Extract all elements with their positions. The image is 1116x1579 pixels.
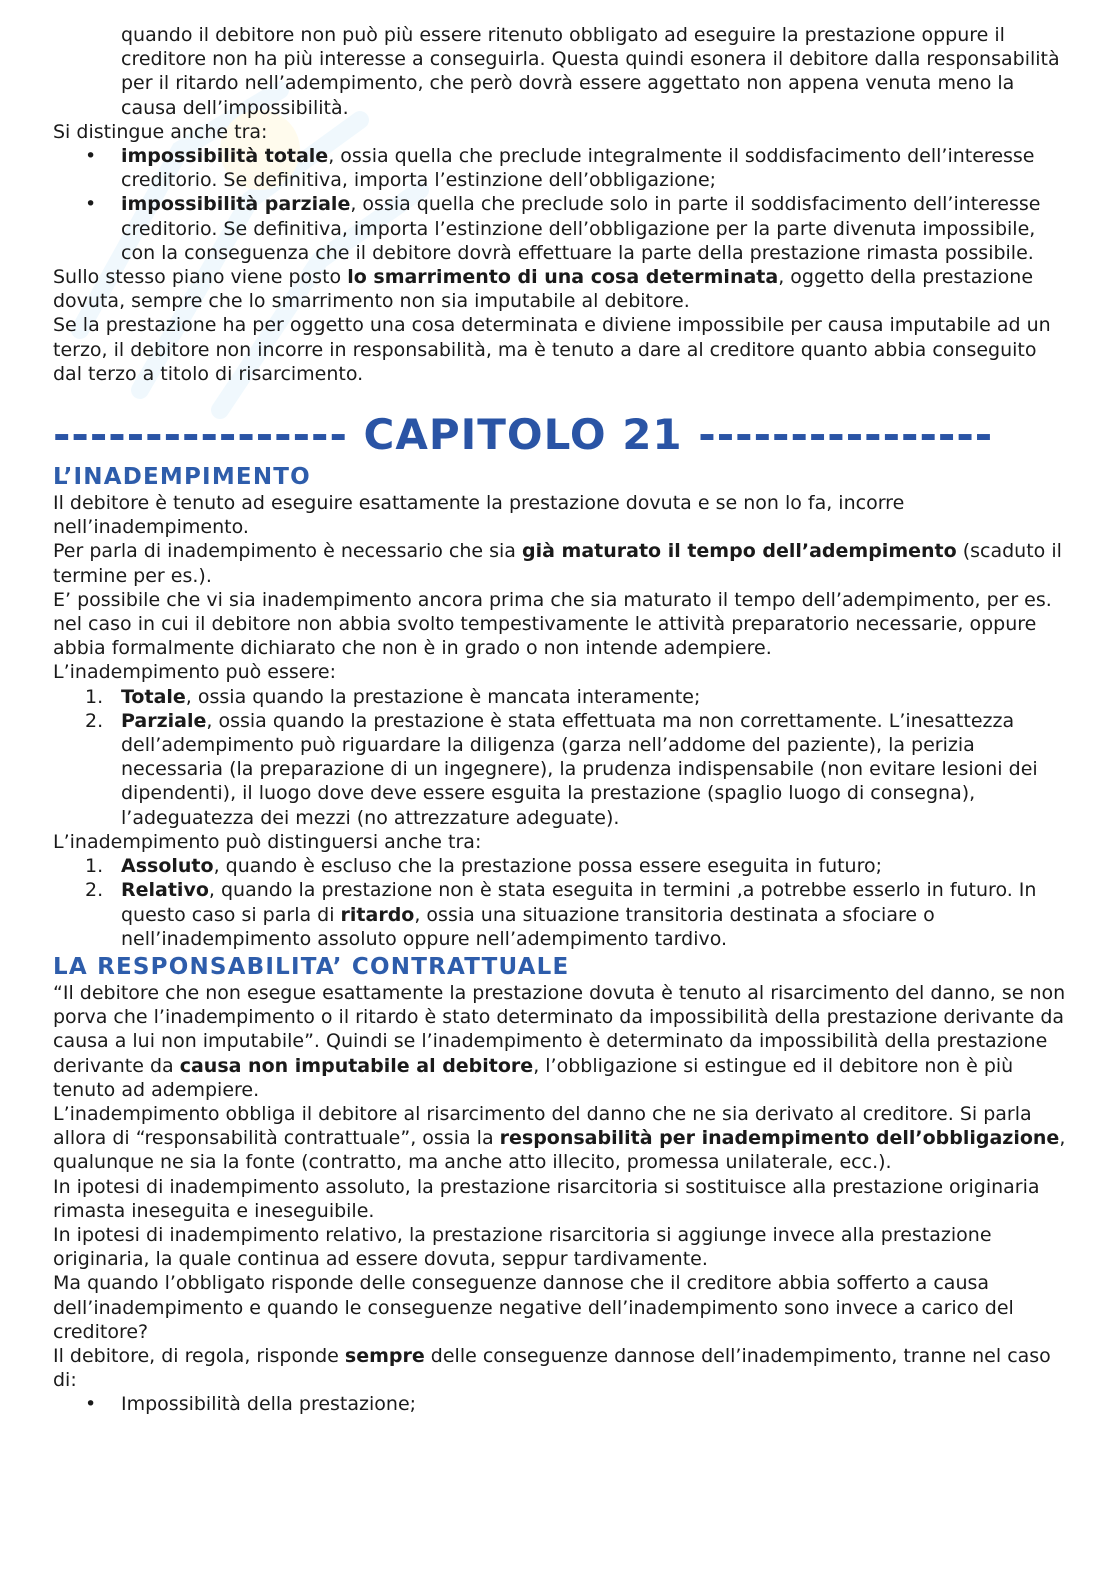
numbered-list-tipi — [53, 685, 1071, 830]
text: Il debitore, di regola, risponde — [53, 1344, 345, 1367]
list-item — [53, 878, 1071, 951]
text: Per parla di inadempimento è necessario che sia — [53, 540, 522, 563]
item-text: , ossia quando la prestazione è mancata interamente; — [185, 685, 701, 708]
paragraph — [53, 1102, 1071, 1175]
bullet-icon: • — [85, 1393, 97, 1416]
list-item — [53, 144, 1071, 192]
term: Totale — [121, 685, 186, 708]
term: responsabilità per inadempimento dell’obbligazione — [499, 1127, 1060, 1150]
term: causa non imputabile al debitore — [179, 1054, 534, 1077]
bullet-icon: • — [85, 193, 97, 216]
term: Assoluto — [121, 855, 214, 878]
numbered-list-distinzione — [53, 854, 1071, 951]
item-text: , ossia quella che preclude solo in parte il soddisfacimento dell’interesse creditorio. Se definitiva, importa l’estinzione dell’obbligazione per la parte divenuta impossibile, con la conseguenza che il debitore dovrà effettuare la parte della prestazione rimasta possibile. — [121, 193, 1041, 264]
document-body — [53, 23, 1071, 1417]
item-number: 1. — [85, 685, 104, 708]
section-heading-responsabilita: LA RESPONSABILITA’ CONTRATTUALE — [53, 953, 570, 980]
item-number: 2. — [85, 709, 104, 732]
text: delle conseguenze dannose dell’inadempimento, tranne nel caso di: — [53, 1344, 1051, 1392]
section-heading-inadempimento: L’INADEMPIMENTO — [53, 464, 311, 491]
paragraph-continuation: quando il debitore non può più essere ritenuto obbligato ad eseguire la prestazione oppure il creditore non ha più interesse a conseguirla. Questa quindi esonera il debitore dalla responsabilità per il ritardo nell’adempimento, che però dovrà essere aggettato non appena venuta meno la causa dell’impossibilità. — [121, 24, 1060, 119]
text: , l’obbligazione si estingue ed il debitore non è più tenuto ad adempiere. — [53, 1054, 1014, 1101]
item-text: , quando la prestazione non è stata eseguita in termini ,a potrebbe esserlo in futuro. In questo caso si parla di — [121, 879, 1037, 926]
item-text: , quando è escluso che la prestazione possa essere eseguita in futuro; — [213, 855, 883, 878]
term: Parziale — [121, 709, 207, 732]
paragraph: E’ possibile che vi sia inadempimento ancora prima che sia maturato il tempo dell’adempimento, per es. nel caso in cui il debitore non abbia svolto tempestivamente le attività preparatorio necessarie, oppure abbia formalmente dichiarato che non è in grado o non intende adempiere. — [53, 588, 1052, 660]
text: “Il debitore che non esegue esattamente la prestazione dovuta è tenuto al risarcimento del danno, se non porva che l’inadempimento o il ritardo è stato determinato da impossibilità della prestazione derivante da causa a lui non imputabile”. Quindi se l’inadempimento è determinato da impossibilità della prestazione derivante da — [53, 981, 1066, 1077]
term: già maturato il tempo dell’adempimento — [521, 540, 957, 563]
term: ritardo — [340, 903, 415, 926]
item-number: 1. — [85, 855, 104, 878]
paragraph-terzo: Se la prestazione ha per oggetto una cosa determinata e diviene impossibile per causa imputabile ad un terzo, il debitore non incorre in responsabilità, ma è tenuto a dare al creditore quanto abbia conseguito dal terzo a titolo di risarcimento. — [53, 314, 1051, 385]
paragraph-distingue: Si distingue anche tra: — [53, 120, 268, 143]
term: sempre — [344, 1344, 425, 1367]
text: Sullo stesso piano viene posto — [53, 266, 348, 289]
list-item — [53, 709, 1071, 830]
text: L’inadempimento obbliga il debitore al risarcimento del danno che ne sia derivato al creditore. Si parla allora di “responsabilità contrattuale”, ossia la — [53, 1102, 1032, 1150]
paragraph-smarrimento — [53, 265, 1071, 313]
text: , oggetto della prestazione dovuta, sempre che lo smarrimento non sia imputabile al debitore. — [53, 266, 1034, 313]
paragraph: In ipotesi di inadempimento assoluto, la prestazione risarcitoria si sostituisce alla prestazione originaria rimasta ineseguita e ineseguibile. — [53, 1175, 1040, 1222]
paragraph — [53, 539, 1071, 587]
bullet-list-impossibilita — [53, 144, 1071, 265]
paragraph: In ipotesi di inadempimento relativo, la prestazione risarcitoria si aggiunge invece alla prestazione originaria, la quale continua ad essere dovuta, seppur tardivamente. — [53, 1223, 992, 1271]
list-item — [53, 854, 1071, 878]
bullet-icon: • — [85, 145, 97, 168]
term: Relativo — [121, 879, 209, 902]
paragraph: L’inadempimento può distinguersi anche tra: — [53, 830, 482, 853]
paragraph — [53, 1344, 1071, 1392]
item-text: , ossia quando la prestazione è stata effettuata ma non correttamente. L’inesattezza dell’adempimento può riguardare la diligenza (garza nell’addome del paziente), la perizia necessaria (la preparazione di un ingegnere), la prudenza indispensabile (non evitare lesioni dei dipendenti), il luogo dove deve essere esguita la prestazione (spaglio luogo di consegna), l’adeguatezza dei mezzi (no attrezzature adeguate). — [121, 709, 1038, 829]
item-text: , ossia quella che preclude integralmente il soddisfacimento dell’interesse creditorio. Se definitiva, importa l’estinzione dell’obbligazione; — [121, 145, 1035, 192]
paragraph: Ma quando l’obbligato risponde delle conseguenze dannose che il creditore abbia sofferto a causa dell’inadempimento e quando le conseguenze negative dell’inadempimento sono invece a carico del creditore? — [53, 1272, 1014, 1343]
text: (scaduto il termine per es.). — [53, 540, 1062, 587]
text: , qualunque ne sia la fonte (contratto, ma anche atto illecito, promessa unilaterale, ecc.). — [53, 1127, 1066, 1174]
item-text: Impossibilità della prestazione; — [121, 1393, 417, 1416]
item-number: 2. — [85, 879, 104, 902]
chapter-title: ---------------- CAPITOLO 21 ---------------- — [53, 410, 994, 460]
paragraph: Il debitore è tenuto ad eseguire esattamente la prestazione dovuta e se non lo fa, incorre nell’inadempimento. — [53, 492, 905, 539]
item-text: , ossia una situazione transitoria destinata a sfociare o nell’inadempimento assoluto oppure nell’adempimento tardivo. — [121, 903, 935, 950]
term: lo smarrimento di una cosa determinata — [347, 266, 779, 289]
list-item — [53, 1392, 1071, 1416]
paragraph: L’inadempimento può essere: — [53, 661, 336, 684]
bullet-list-eccezioni — [53, 1392, 1071, 1416]
list-item — [53, 192, 1071, 265]
paragraph — [53, 981, 1071, 1102]
list-item — [53, 685, 1071, 709]
term: impossibilità totale — [121, 145, 329, 168]
term: impossibilità parziale — [121, 193, 351, 216]
